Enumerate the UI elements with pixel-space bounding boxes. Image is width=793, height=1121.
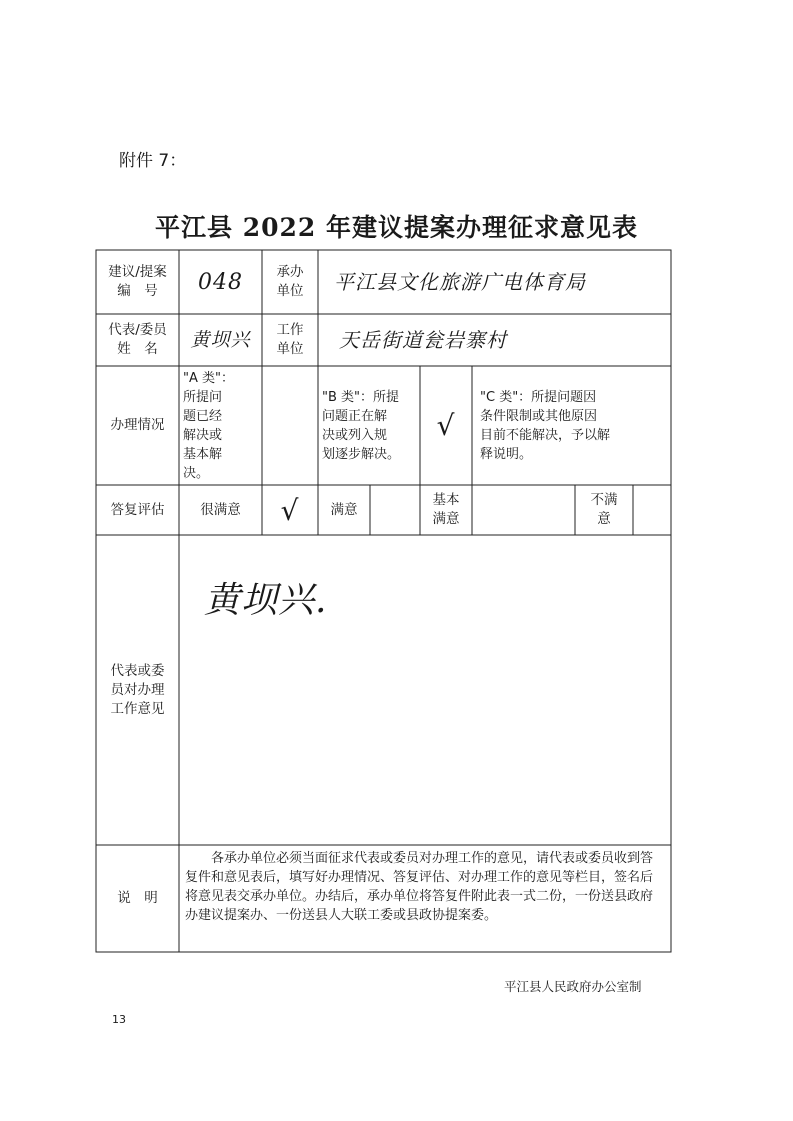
category-b-text: "B 类"：所提 问题正在解 决或列入规 划逐步解决。: [322, 389, 401, 462]
very-satisfied-check: √: [280, 493, 300, 527]
work-unit-value: 天岳街道瓮岩寨村: [339, 327, 507, 352]
representative-name-value: 黄坝兴: [190, 328, 251, 351]
form-title: 平江县 2022 年建议提案办理征求意见表: [155, 213, 638, 242]
very-satisfied-label: 很满意: [200, 501, 241, 518]
issuer-footer: 平江县人民政府办公室制: [504, 979, 642, 994]
unsatisfied-label: 不满 意: [590, 492, 618, 527]
proposal-number-value: 048: [198, 269, 243, 295]
category-b-check: √: [436, 409, 456, 442]
handling-unit-value: 平江县文化旅游广电体育局: [334, 269, 586, 294]
representative-name-label: 代表/委员 姓 名: [108, 322, 167, 357]
signature: 黄坝兴.: [204, 579, 328, 621]
handling-status-label: 办理情况: [110, 417, 165, 433]
category-a-text: "A 类"： 所提问 题已经 解决或 基本解 决。: [183, 370, 234, 481]
handling-unit-label: 承办 单位: [276, 264, 304, 299]
notes-text: 各承办单位必须当面征求代表或委员对办理工作的意见，请代表或委员收到答复件和意见表后，填写好办理情况、答复评估、对办理工作的意见等栏目，签名后将意见表交承办单位。办结后，承办单位将答复件附此表一式二份，一份送县政府办建议提案办、一份送县人大联工委或县政协提案委。: [185, 851, 654, 923]
attachment-label: 附件 7：: [119, 151, 187, 171]
category-a-checkbox: [262, 366, 318, 485]
page-number: 13: [112, 1013, 126, 1026]
work-unit-label: 工作 单位: [276, 322, 304, 357]
proposal-number-label: 建议/提案 编 号: [108, 264, 167, 299]
opinion-label: 代表或委 员对办理 工作意见: [110, 662, 165, 717]
category-c-text: "C 类"：所提问题因 条件限制或其他原因 目前不能解决，予以解 释说明。: [480, 389, 611, 462]
basic-satisfied-label: 基本 满意: [432, 492, 460, 527]
reply-evaluation-label: 答复评估: [110, 501, 165, 518]
satisfied-label: 满意: [330, 501, 358, 518]
notes-label: 说 明: [117, 890, 158, 906]
